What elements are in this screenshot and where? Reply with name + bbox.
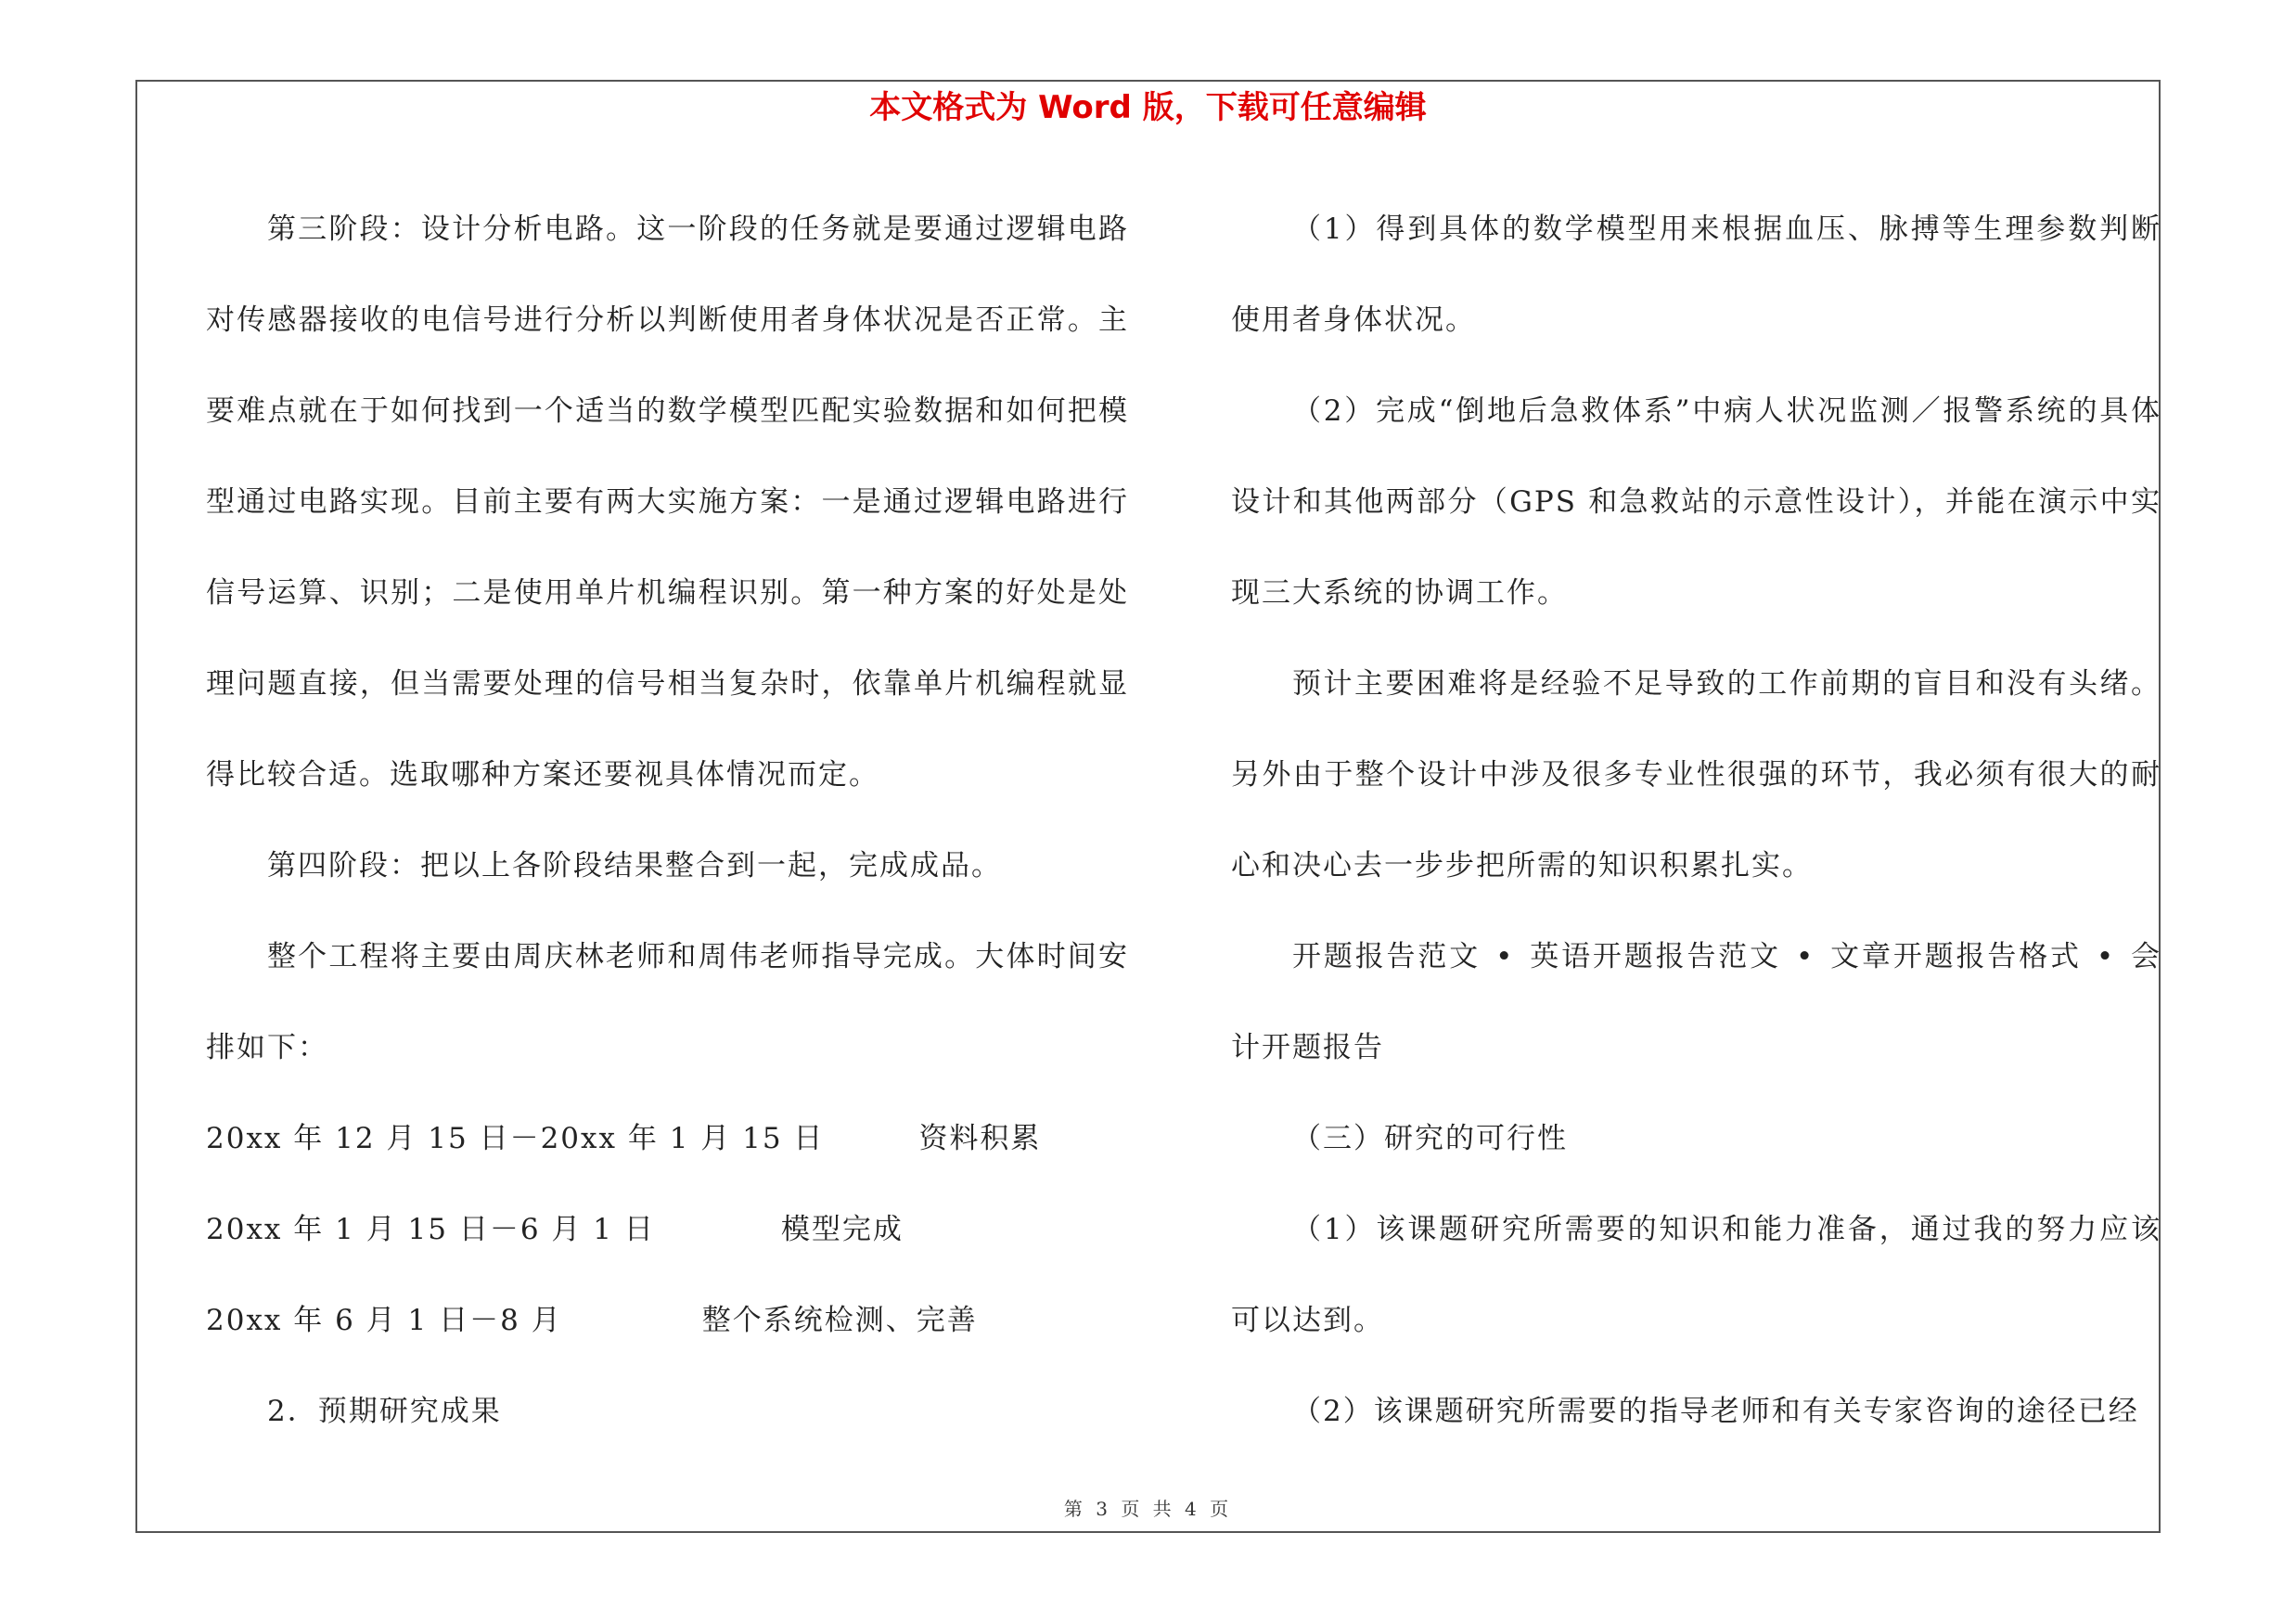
format-banner: 本文格式为 Word 版，下载可任意编辑 bbox=[869, 89, 1427, 126]
related-link[interactable]: 会计开题报告 bbox=[1231, 940, 2162, 1064]
feasibility-one-paragraph: （1）该课题研究所需要的知识和能力准备，通过我的努力应该可以达到。 bbox=[1231, 1213, 2161, 1337]
timeline-row bbox=[206, 1275, 1129, 1366]
timeline-date: 20xx 年 12 月 15 日－20xx 年 1 月 15 日 bbox=[206, 1122, 825, 1155]
related-link[interactable]: 文章开题报告格式 bbox=[1829, 940, 2082, 973]
schedule-intro-paragraph: 整个工程将主要由周庆林老师和周伟老师指导完成。大体时间安排如下： bbox=[206, 940, 1129, 1064]
result-two-paragraph: （2）完成“倒地后急救体系”中病人状况监测／报警系统的具体设计和其他两部分（GPS 和急救站的示意性设计），并能在演示中实现三大系统的协调工作。 bbox=[1231, 394, 2161, 610]
feasibility-heading: （三）研究的可行性 bbox=[1292, 1122, 1568, 1155]
stage-four-paragraph: 第四阶段：把以上各阶段结果整合到一起，完成成品。 bbox=[267, 849, 1002, 882]
result-one-paragraph: （1）得到具体的数学模型用来根据血压、脉搏等生理参数判断使用者身体状况。 bbox=[1231, 213, 2161, 337]
timeline-date: 20xx 年 1 月 15 日－6 月 1 日 bbox=[206, 1213, 655, 1246]
stage-three-paragraph: 第三阶段：设计分析电路。这一阶段的任务就是要通过逻辑电路对传感器接收的电信号进行分析以判断使用者身体状况是否正常。主要难点就在于如何找到一个适当的数学模型匹配实验数据和如何把模型通过电路实现。目前主要有两大实施方案：一是通过逻辑电路进行信号运算、识别；二是使用单片机编程识别。第一种方案的好处是处理问题直接，但当需要处理的信号相当复杂时，依靠单片机编程就显得比较合适。选取哪种方案还要视具体情况而定。 bbox=[206, 213, 1129, 792]
timeline-task: 整个系统检测、完善 bbox=[701, 1304, 978, 1337]
related-link[interactable]: 英语开题报告范文 bbox=[1529, 940, 1781, 973]
right-column bbox=[1231, 184, 2161, 1457]
timeline-task: 资料积累 bbox=[918, 1122, 1042, 1155]
left-column bbox=[206, 184, 1129, 1457]
difficulties-paragraph: 预计主要困难将是经验不足导致的工作前期的盲目和没有头绪。另外由于整个设计中涉及很多专业性很强的环节，我必须有很大的耐心和决心去一步步把所需的知识积累扎实。 bbox=[1231, 667, 2161, 882]
related-link[interactable]: 开题报告范文 bbox=[1292, 940, 1481, 973]
timeline-row bbox=[206, 1184, 1129, 1275]
related-links: 开题报告范文 • 英语开题报告范文 • 文章开题报告格式 • 会计开题报告 bbox=[1231, 940, 2162, 1064]
expected-results-heading: 2．预期研究成果 bbox=[267, 1395, 502, 1428]
timeline-row bbox=[206, 1093, 1129, 1184]
timeline-date: 20xx 年 6 月 1 日－8 月 bbox=[206, 1304, 562, 1337]
feasibility-two-paragraph: （2）该课题研究所需要的指导老师和有关专家咨询的途径已经 bbox=[1292, 1395, 2139, 1428]
page-number: 第 3 页 共 4 页 bbox=[1063, 1498, 1233, 1520]
timeline-task: 模型完成 bbox=[780, 1213, 904, 1246]
